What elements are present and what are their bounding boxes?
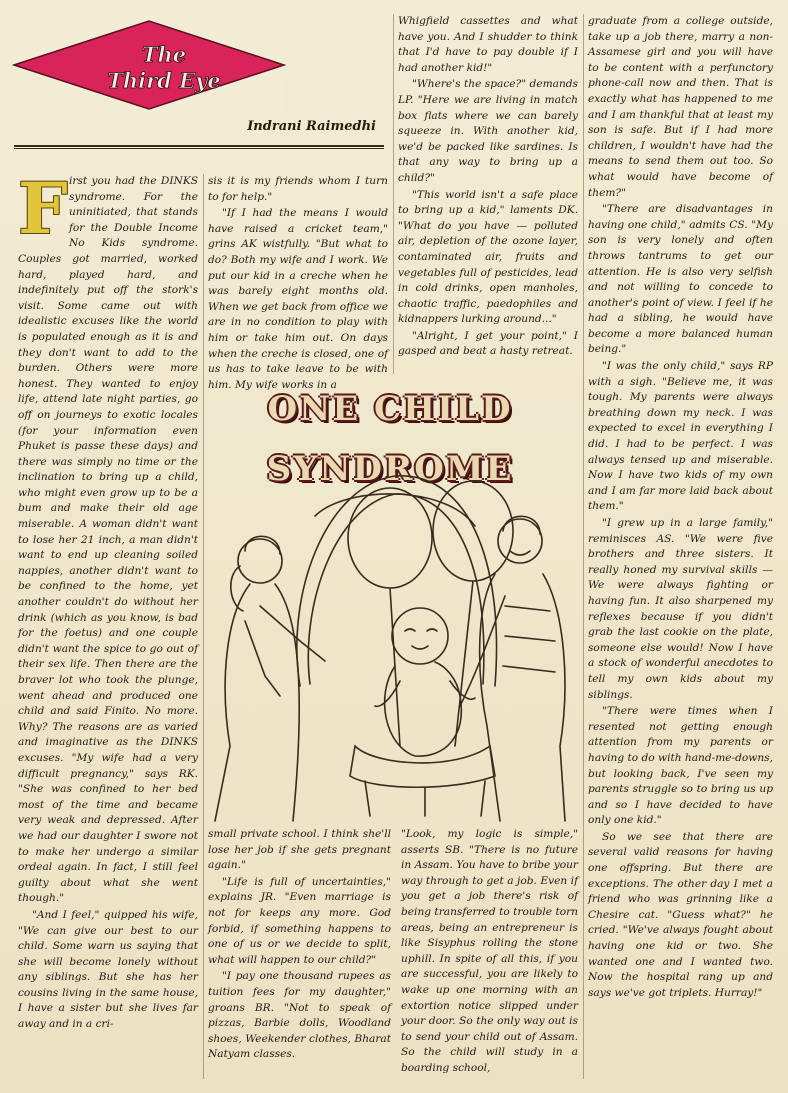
high-chair [350, 746, 495, 787]
paragraph: "There are disadvantages in having one child," admits CS. "My son is very lonely and often throws tantrums to get our attention. He is also very selfish and not willing to concede to another's point of view. I feel if he had a sibling, he would have become a more balanced human being." [588, 203, 773, 356]
paragraph: "Where's the space?" demands LP. "Here we are living in match box flats where we can barely squeeze in. With another kid, we'd be packed like sardines. Is that any way to bring up a child?" [398, 78, 578, 184]
column-divider [583, 14, 584, 1079]
paragraph: "Life is full of uncertainties," explains JR. "Even marriage is not for keeps any more. God forbid, if something happens to one of us or we decide to split, what will happen to our child?" [208, 875, 391, 966]
article-column-2-top [208, 174, 388, 391]
the-third-eye-logo [14, 18, 284, 113]
paragraph: "Alright, I get your point," I gasped and beat a hasty retreat. [398, 329, 578, 358]
headline-banner [205, 379, 575, 489]
paragraph: sis it is my friends whom I turn to for help." [208, 175, 388, 203]
paragraph: "I grew up in a large family," reminisces AS. "We were five brothers and three sisters. It really honed my survival skills — We were always fighting or having fun. It also sharpened my reflexes because if you didn't grab the last cookie on the plate, someone else would! Now I have a stock of wonderful anecdotes to tell my own kids about my siblings. [588, 517, 773, 701]
drop-cap: F [18, 167, 68, 250]
balloon-left [348, 488, 432, 588]
paragraph: "This world isn't a safe place to bring up a kid," laments DK. "What do you have — polluted air, depletion of the ozone layer, contaminated air, fruits and vegetables full of pesticides, lead in cold drinks, open manholes, chaotic traffic, paedophiles and kidnappers lurking around..." [398, 188, 578, 326]
byline-rule [14, 145, 384, 147]
article-column-2-bottom [208, 827, 391, 1082]
paragraph: So we see that there are several valid reasons for having one offspring. But there are exceptions. The other day I met a friend who was grinning like a Chesire cat. "Guess what?" he cried. "We've always fought about having one kid or two. She wanted one and I wanted two. Now the hospital rang up and says we've got triplets. Hurray!" [588, 830, 773, 999]
byline: Indrani Raimedhi [247, 119, 376, 134]
baby-head [392, 608, 448, 664]
article-column-4 [588, 14, 773, 1082]
article-column-1 [18, 167, 198, 1082]
column-divider [393, 14, 394, 374]
paragraph: "I was the only child," says RP with a sigh. "Believe me, it was tough. My parents were always breathing down my neck. I was expected to excel in everything I did. I had to be perfect. I was always tensed up and miserable. Now I have two kids of my own and I am far more laid back about them." [588, 360, 773, 513]
paragraph: irst you had the DINKS syndrome. For the uninitiated, that stands for the Double Income No Kids syndrome. Couples got married, worked hard, played hard, and indefinitely put off the stork's visit. Some came out with idealistic excuses like the world is populated enough as it is and they don't want to add to the burden. Others were more honest. They wanted to enjoy life, attend late night parties, go off on journeys to exotic locales (for your information even Phuket is passe these days) and there was simply no time or the inclination to bring up a child, who might even grow up to be a bum and make their old age miserable. A woman didn't want to lose her 21 inch, a man didn't want to end up cleaning soiled nappies, another didn't want to be confined to the home, yet another couldn't do without her drink (which as you know, is bad for the foetus) and one couple didn't want the spice to go out of their sex life. Then there are the braver lot who took the plunge, went ahead and produced one child and said Finito. No more. Why? The reasons are as varied and imaginative as the DINKS excuses. "My wife had a very difficult pregnancy," says RK. "She was confined to her bed most of the time and became very weak and depressed. After we had our daughter I swore not to make her undergo a similar ordeal again. In fact, I still feel guilty about what she went though." [18, 175, 198, 905]
logo-title-line2: Third Eye [107, 68, 221, 93]
byline-rule-thin [14, 148, 384, 149]
paragraph: "I pay one thousand rupees as tuition fees for my daughter," groans BR. "Not to speak of pizzas, Barbie dolls, Woodland shoes, Weekender clothes, Bharat Natyam classes. [208, 970, 391, 1061]
paragraph: "There were times when I resented not getting enough attention from my parents or having to do with hand-me-downs, but looking back, I've seen my parents struggle so to bring us up and so I have decided to have only one kid." [588, 705, 773, 827]
paragraph: small private school. I think she'll lose her job if she gets pregnant again." [208, 828, 391, 872]
article-column-3-top [398, 14, 578, 376]
paragraph: graduate from a college outside, take up a job there, marry a non-Assamese girl and you will have to be content with a perfunctory phone-call now and then. That is exactly what has happened to me and I am thankful that at least my son is safe. But if I had more children, I wouldn't have had the means to send them out too. So what would have become of them?" [588, 15, 773, 199]
paragraph: "If I had the means I would have raised a cricket team," grins AK wistfully. "But what to do? Both my wife and I work. We put our kid in a creche when he was barely eight months old. When we get back from office we are in no condition to play with him or take him out. On days when the creche is closed, one of us has to take leave to be with him. My wife works in a [208, 207, 388, 391]
mother-head [238, 539, 282, 583]
column-divider [203, 174, 204, 1079]
paragraph: "And I feel," quipped his wife, "We can give our best to our child. Some warn us saying that she will become lonely without any siblings. But she has her cousins living in the same house, I have a sister but she lives far away and in a cri- [18, 908, 198, 1031]
family-illustration [205, 446, 580, 821]
headline: ONE CHILD SYNDROME [266, 389, 514, 489]
paragraph: Whigfield cassettes and what have you. And I shudder to think that I'd have to pay double if I had another kid!" [398, 15, 578, 74]
paragraph: "Look, my logic is simple," asserts SB. "There is no future in Assam. You have to bribe your way through to get a job. Even if you get a job there's risk of being transferred to trouble torn areas, being an entrepreneur is like Sisyphus rolling the stone uphill. In spite of all this, if you are successful, you are likely to wake up one morning with an extortion notice slipped under your door. So the only way out is to send your child out of Assam. So the child will study in a boarding school, [401, 828, 578, 1074]
logo-title-line1: The [141, 42, 187, 67]
article-column-3-bottom [401, 827, 578, 1082]
